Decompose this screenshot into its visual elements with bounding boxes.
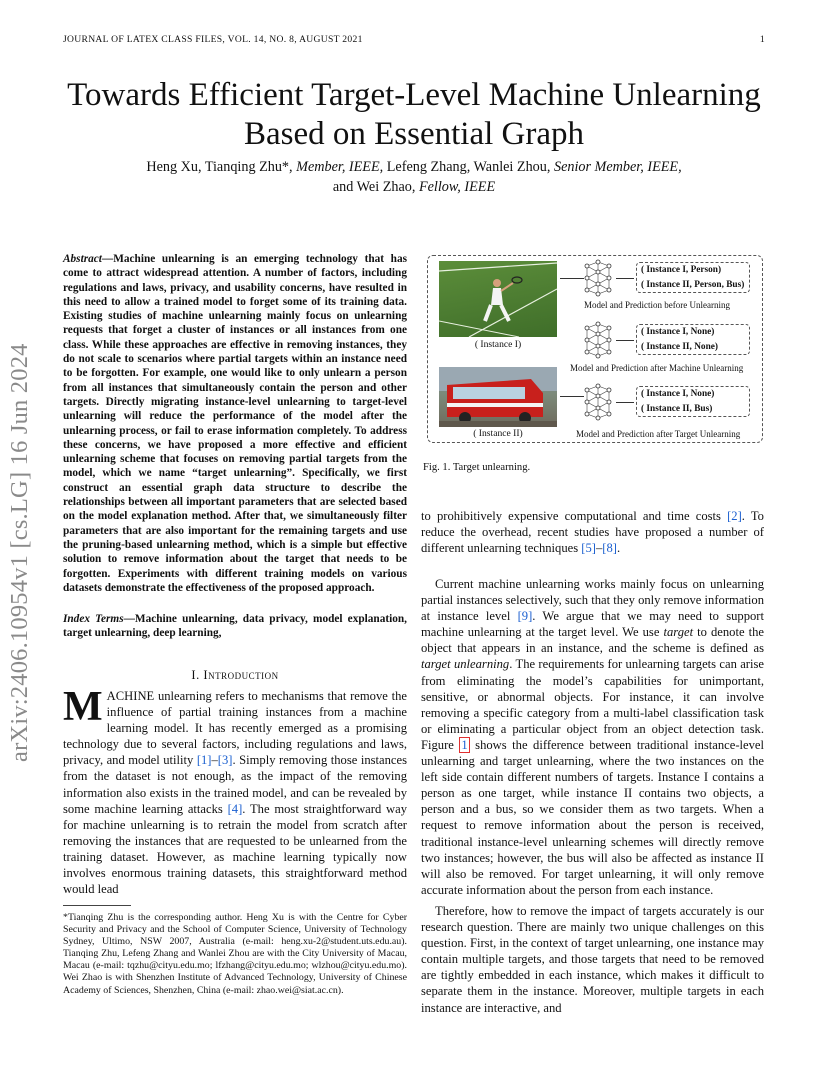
footnote-rule (63, 905, 131, 906)
paper-title: Towards Efficient Target-Level Machine Unlearning Based on Essential Graph (67, 77, 761, 152)
row2-caption: Model and Prediction after Machine Unlearning (570, 363, 744, 373)
citation-link[interactable]: [9] (517, 609, 533, 624)
running-header (63, 34, 765, 45)
right-paragraph-2: Current machine unlearning works mainly focus on unlearning partial instances selectively, such that they only remove information at instance level [9]. We argue that we may need to support machine unlearning at the target level. We use target to denote the object that appears in an instance, and the scheme is defined as target unlearning. The requirements for unlearning targets can arise from eliminating the model’s capabilities for unimportant, sensitive, or abnormal objects. For instance, it can involve removing a specific category from a multi-label classification task or eliminating a particular object from an object detection task. Figure 1 shows the difference between traditional instance-level unlearning and target unlearning, where the two instances on the left side contain different numbers of targets. Instance I contains a person as one target, while instance II contains two objects, a person and a bus, so we consider them as two targets. When a request to remove information about the person is received, traditional instance-level unlearning schemes will directly remove two instances; however, the bus will also be affected as instance II will also be removed. For target unlearning, it will only remove accurate information about the person from each instance. (421, 577, 765, 897)
instance-2-label: ( Instance II) (473, 428, 523, 439)
right-paragraph-1: to prohibitively expensive computational and time costs [2]. To reduce the overhead, recent studies have proposed a number of different unlearning techniques [5]–[8]. (421, 509, 764, 556)
row3-caption: Model and Prediction after Target Unlearning (576, 429, 741, 439)
dropcap: M (63, 684, 103, 730)
figure-caption: Fig. 1. Target unlearning. (423, 462, 531, 473)
citation-link[interactable]: [4] (227, 801, 243, 816)
neural-network-icon (583, 258, 613, 298)
section-heading: I. Introduction (191, 668, 279, 682)
citation-link[interactable]: [2] (727, 509, 742, 523)
journal-name: JOURNAL OF LATEX CLASS FILES, VOL. 14, NO. 8, AUGUST 2021 (63, 34, 363, 45)
author-list: Heng Xu, Tianqing Zhu*, Member, IEEE, Lefeng Zhang, Wanlei Zhou, Senior Member, IEEE, and Wei Zhao, Fellow, IEEE (146, 159, 682, 195)
abstract-label: Abstract (63, 253, 102, 265)
index-terms: Index Terms—Machine unlearning, data privacy, model explanation, target unlearning, deep learning, (63, 613, 407, 640)
arxiv-watermark: arXiv:2406.10954v1 [cs.LG] 16 Jun 2024 (6, 343, 33, 762)
prediction-box-before: ( Instance I, Person) ( Instance II, Person, Bus) (636, 262, 750, 293)
citation-link[interactable]: [5] (581, 541, 596, 556)
citation-link[interactable]: [1] (196, 753, 212, 768)
right-paragraph-3: Therefore, how to remove the impact of targets accurately is our research question. There are mainly two unique challenges on this question. First, in the context of target unlearning, one instance may contain multiple targets, and those targets that need to be removed are tightly embedded in each instance, which makes it difficult to separate them in the instance. Moreover, multiple targets in each instance are interactive, and (421, 904, 764, 1015)
neural-network-icon (583, 382, 613, 422)
intro-paragraph: MACHINE unlearning refers to mechanisms that remove the influence of partial training instances from a machine learning model. It has recently emerged as a promising technology due to several factors, including regulations and laws, privacy, and model utility [1]–[3]. Simply removing those instances from the dataset is not enough, as the impact of the removing information also exists in the trained model, and can be revealed by some machine learning attacks [4]. The most straightforward way for machine unlearning is to retrain the model from scratch after removing the instances that are requested to be unlearned from the training dataset. However, as machine learning typically now involves enormous training datasets, this straightforward method would lead (63, 684, 408, 897)
row1-caption: Model and Prediction before Unlearning (584, 300, 730, 310)
abstract-text: —Machine unlearning is an emerging technology that has come to attract widespread attention. A number of factors, including regulations and laws, privacy, and usability concerns, have resulted in this need to allow a trained model to forget some of its training data. Existing studies of machine unlearning mainly focus on unlearning requests that forget a cluster of instances or all instances from one class. While these approaches are effective in removing instances, they do not scale to scenarios where partial targets within an instance need to be forgotten. For example, one would like to only unlearn a person from all instances that simultaneously contain the person and other targets. Directly migrating instance-level unlearning to target-level unlearning will reduce the performance of the model after the unlearning process, or fail to erase information completely. To address these concerns, we have proposed a more effective and efficient unlearning scheme that focuses on removing partial targets from the model, which we name “target unlearning”. Specifically, we first construct an essential graph data structure to describe the relationships between all important parameters that are selected based on the model explanation method. After that, we simultaneously filter parameters that are also important for the remaining targets and use the pruning-based unlearning method, which is a simple but effective solution to remove information about the target that needs to be forgotten. Experiments with different training models on various datasets demonstrate the effectiveness of the proposed approach. (63, 253, 407, 594)
tennis-player-image (439, 261, 557, 337)
instance-1-label: ( Instance I) (474, 339, 522, 350)
arrow (616, 340, 634, 341)
figure-1 (427, 255, 763, 443)
figure-reference-link[interactable]: 1 (461, 737, 468, 752)
prediction-box-target-unlearning: ( Instance I, None) ( Instance II, Bus) (636, 386, 750, 417)
bus-image (439, 367, 557, 427)
neural-network-icon (583, 320, 613, 360)
page-number: 1 (759, 34, 765, 45)
arrow (616, 278, 634, 279)
prediction-box-machine-unlearning: ( Instance I, None) ( Instance II, None) (636, 324, 750, 355)
abstract (63, 252, 407, 595)
footnote: *Tianqing Zhu is the corresponding author. Heng Xu is with the Centre for Cyber Security and Privacy and the School of Computer Science, University of Technology Sydney, Ultimo, NSW 2007, Australia (e-mail: heng.xu-2@student.uts.edu.au). Tianqing Zhu, Lefeng Zhang and Wanlei Zhou are with the City University of Macau, Macau (e-mail: tqzhu@cityu.edu.mo; lfzhang@cityu.edu.mo; wlzhou@cityu.edu.mo). Wei Zhao is with Shenzhen Institute of Advanced Technology, University of Chinese Academy of Sciences, Shenzhen, China (e-mail: zhao.wei@siat.ac.cn). (63, 912, 407, 996)
citation-link[interactable]: [8] (602, 541, 617, 556)
citation-link[interactable]: [3] (217, 753, 233, 768)
arrow (560, 278, 584, 279)
arrow (560, 396, 584, 397)
arrow (616, 402, 634, 403)
